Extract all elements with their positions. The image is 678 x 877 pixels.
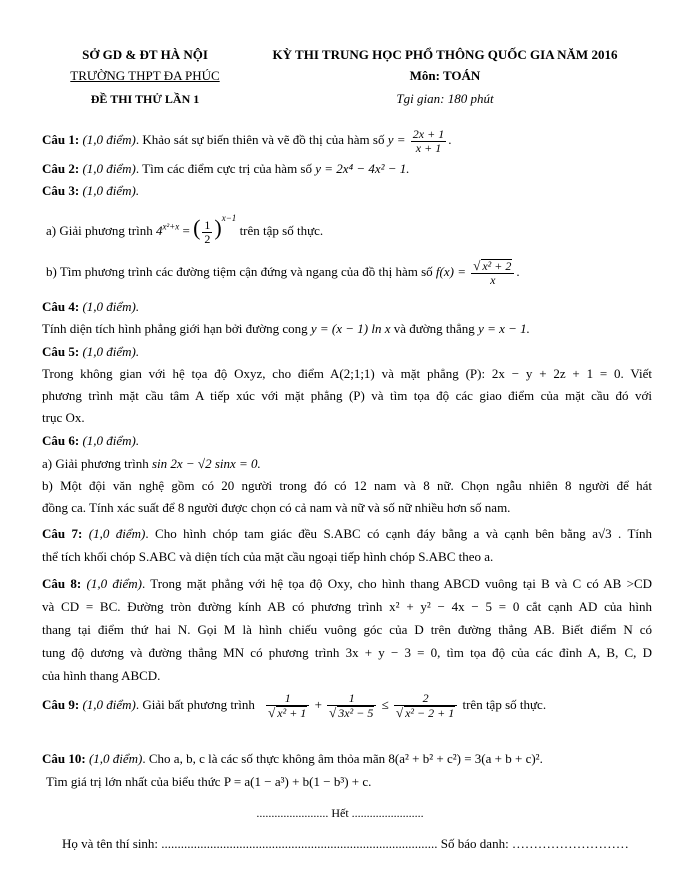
question-5-line-2: phương trình mặt cầu tâm A tiếp xúc với mặt phẳng (P) và tìm tọa độ các giao điểm của mặt cầu đó với	[42, 388, 652, 403]
question-1: Câu 1: (1,0 điểm). Khảo sát sự biến thiên và vẽ đồ thị của hàm số y = $\frac{2x + 1}{x + 1}$ .	[42, 126, 452, 155]
question-3b: b) Tìm phương trình các đường tiệm cận đứng và ngang của đồ thị hàm số f(x) = $\frac{\text{√ x² + 2}}{x}$ .	[46, 258, 520, 288]
question-7-line-2: thể tích khối chóp S.ABC và diện tích của mặt cầu ngoại tiếp hình chóp S.ABC theo a.	[42, 549, 494, 564]
question-8-line-5: của hình thang ABCD.	[42, 668, 161, 683]
question-7-line-1: Câu 7: (1,0 điểm). Cho hình chóp tam giác đều S.ABC có cạnh đáy bằng a và cạnh bên bằng a√3 . Tính	[42, 526, 653, 541]
question-6b-line-2: đồng ca. Tính xác suất để 8 người được chọn có cả nam và nữ và số nữ nhiều hơn số nam.	[42, 500, 511, 515]
question-8-line-4: tung độ dương và đường thẳng MN có phương trình 3x + y − 3 = 0, tìm tọa độ của các đỉnh A, B, C, D	[42, 645, 652, 660]
question-10-line-2: Tìm giá trị lớn nhất của biểu thức P = a(1 − a³) + b(1 − b³) + c.	[46, 774, 372, 789]
q1-fraction: $\frac{2x + 1}{x + 1}$	[412, 126, 445, 155]
question-8-line-3: thang tại điểm thứ hai N. Gọi M là hình chiếu vuông góc của D trên đường thẳng AB. Biết điểm N có	[42, 622, 652, 637]
question-5: Câu 5: (1,0 điểm).	[42, 344, 140, 359]
question-5-line-3: trục Ox.	[42, 410, 85, 425]
school-department: SỞ GD & ĐT HÀ NỘI	[82, 47, 208, 62]
question-6a: a) Giải phương trình sin 2x − √2 sinx = 0.	[42, 456, 261, 471]
end-marker: ........................ Hết ........................	[256, 806, 424, 820]
school-name: TRƯỜNG THPT ĐA PHÚC	[70, 68, 220, 83]
question-4: Câu 4: (1,0 điểm).	[42, 299, 140, 314]
candidate-info: Họ và tên thí sinh: ..................................................................................... Số báo danh: ………………………	[62, 836, 629, 851]
question-8-line-1: Câu 8: (1,0 điểm). Trong mặt phẳng với hệ tọa độ Oxy, cho hình thang ABCD vuông tại B và C có AB >CD	[42, 576, 653, 591]
subject-label: Môn: TOÁN	[409, 68, 481, 83]
question-6: Câu 6: (1,0 điểm).	[42, 433, 140, 448]
question-9: Câu 9: (1,0 điểm). Giải bất phương trình $\frac{1}{\text{√ x² + 1}}$ + $\frac{1}{\text{√ 3x² − 5}}$ ≤ $\frac{2}{\text{√ x² − 2 + 1}}$ trên tập số thực.	[42, 691, 547, 721]
question-4-body: Tính diện tích hình phẳng giới hạn bởi đường cong y = (x − 1) ln x và đường thẳng y = x − 1.	[42, 321, 530, 336]
time-label: Tgi gian: 180 phút	[396, 91, 494, 106]
question-8-line-2: và CD = BC. Đường tròn đường kính AB có phương trình x² + y² − 4x − 5 = 0 cắt cạnh AD của hình	[42, 599, 652, 614]
exam-title: KỲ THI TRUNG HỌC PHỔ THÔNG QUỐC GIA NĂM 2016	[272, 47, 618, 62]
exam-attempt: ĐỀ THI THỬ LẦN 1	[90, 92, 200, 106]
question-10-line-1: Câu 10: (1,0 điểm). Cho a, b, c là các số thực không âm thỏa mãn 8(a² + b² + c²) = 3(a + b + c)².	[42, 751, 543, 766]
question-3: Câu 3: (1,0 điểm).	[42, 183, 140, 198]
question-2: Câu 2: (1,0 điểm). Tìm các điểm cực trị của hàm số y = 2x⁴ − 4x² − 1.	[42, 161, 410, 176]
question-6b-line-1: b) Một đội văn nghệ gồm có 20 người trong đó có 12 nam và 8 nữ. Chọn ngẫu nhiên 8 người để hát	[42, 478, 652, 493]
question-3a: a) Giải phương trình $4^{x^2+x}$ = ( $\frac{1}{2}$ )$^{x-1}$ trên tập số thực.	[46, 213, 324, 246]
question-5-line-1: Trong không gian với hệ tọa độ Oxyz, cho điểm A(2;1;1) và mặt phẳng (P): 2x − y + 2z + 1 = 0. Viết	[42, 366, 652, 381]
